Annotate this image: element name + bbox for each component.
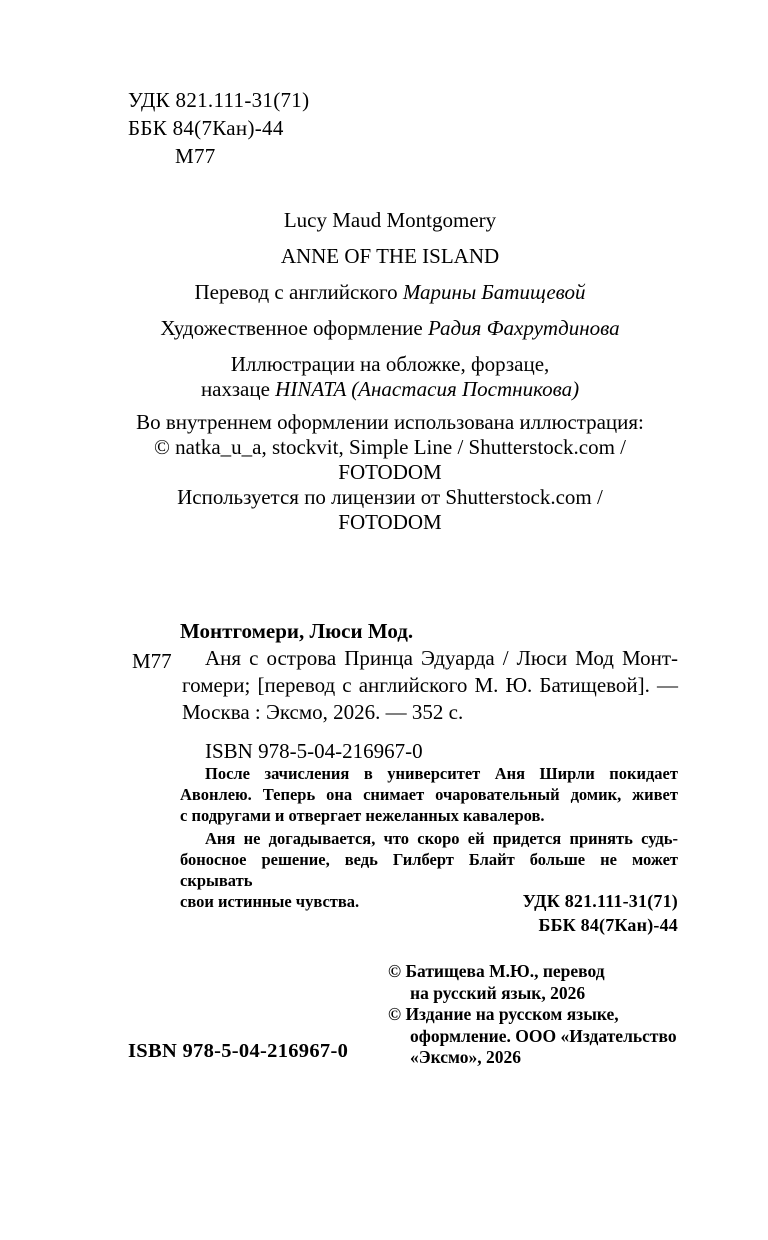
license-credit-line1: Используется по лицензии от Shutterstock.com /	[177, 485, 603, 509]
copyright-block	[388, 961, 690, 1069]
annotation-line: После зачисления в университет Аня Ширли покидает	[205, 764, 678, 783]
classification-codes-top	[128, 86, 309, 170]
illustrator-name: HINATA (Анастасия Постникова)	[275, 377, 580, 401]
annotation-paragraph-1	[180, 763, 678, 826]
interior-illustration-credit-line3: FOTODOM	[338, 460, 442, 484]
translation-credit	[98, 280, 682, 304]
license-credit-line2: FOTODOM	[338, 510, 442, 534]
book-title-en: ANNE OF THE ISLAND	[280, 244, 500, 268]
author-sign-code: М77	[175, 144, 216, 168]
annotation-line: с подругами и отвергает нежеланных кавалеров.	[180, 806, 545, 825]
title-credits-block	[98, 208, 682, 534]
isbn-top: ISBN 978-5-04-216967-0	[205, 739, 423, 763]
annotation-line: боносное решение, ведь Гилберт Блайт больше не может скрывать	[180, 850, 678, 890]
translator-name: Марины Батищевой	[402, 280, 586, 304]
annotation-line: Аня не догадывается, что скоро ей придется принять судь-	[205, 829, 678, 848]
catalog-author-heading: Монтгомери, Люси Мод.	[180, 619, 414, 643]
illustration-credit-line2	[98, 377, 682, 401]
author-name-en: Lucy Maud Montgomery	[283, 208, 497, 232]
copyright-line: © Издание на русском языке,	[388, 1004, 619, 1024]
copyright-line: на русский язык, 2026	[410, 982, 586, 1003]
copyright-line: оформление. ООО «Издательство	[410, 1025, 677, 1046]
copyright-line: «Эксмо», 2026	[410, 1047, 521, 1067]
catalog-card	[130, 618, 678, 765]
translation-credit-prefix: Перевод с английского	[194, 280, 403, 304]
classification-codes-right	[523, 889, 678, 937]
bbk-code-right: ББК 84(7Кан)-44	[538, 915, 678, 935]
catalog-entry	[182, 645, 678, 765]
catalog-entry-line: Аня с острова Принца Эдуарда / Люси Мод Монт-	[205, 646, 678, 670]
designer-name: Радия Фахрутдинова	[427, 316, 620, 340]
annotation-line: свои истинные чувства.	[180, 892, 360, 911]
design-credit	[98, 316, 682, 340]
isbn-bottom: ISBN 978-5-04-216967-0	[128, 1040, 349, 1062]
annotation-line: Авонлею. Теперь она снимает очаровательный домик, живет	[180, 785, 678, 804]
catalog-entry-line: Москва : Эксмо, 2026. — 352 с.	[182, 700, 464, 724]
interior-illustration-credit-line1: Во внутреннем оформлении использована иллюстрация:	[136, 410, 644, 434]
illustration-credit-prefix: нахзаце	[200, 377, 276, 401]
catalog-author-sign-code: М77	[132, 649, 172, 673]
udk-code-right: УДК 821.111-31(71)	[522, 891, 678, 911]
catalog-entry-line: гомери; [перевод с английского М. Ю. Батищевой]. —	[182, 673, 678, 697]
bbk-code: ББК 84(7Кан)-44	[128, 116, 284, 140]
illustration-credit-line1: Иллюстрации на обложке, форзаце,	[230, 352, 550, 376]
copyright-line: © Батищева М.Ю., перевод	[388, 961, 605, 981]
design-credit-prefix: Художественное оформление	[160, 316, 428, 340]
interior-illustration-credit-line2: © natka_u_a, stockvit, Simple Line / Shutterstock.com /	[153, 435, 627, 459]
udk-code: УДК 821.111-31(71)	[128, 88, 310, 112]
